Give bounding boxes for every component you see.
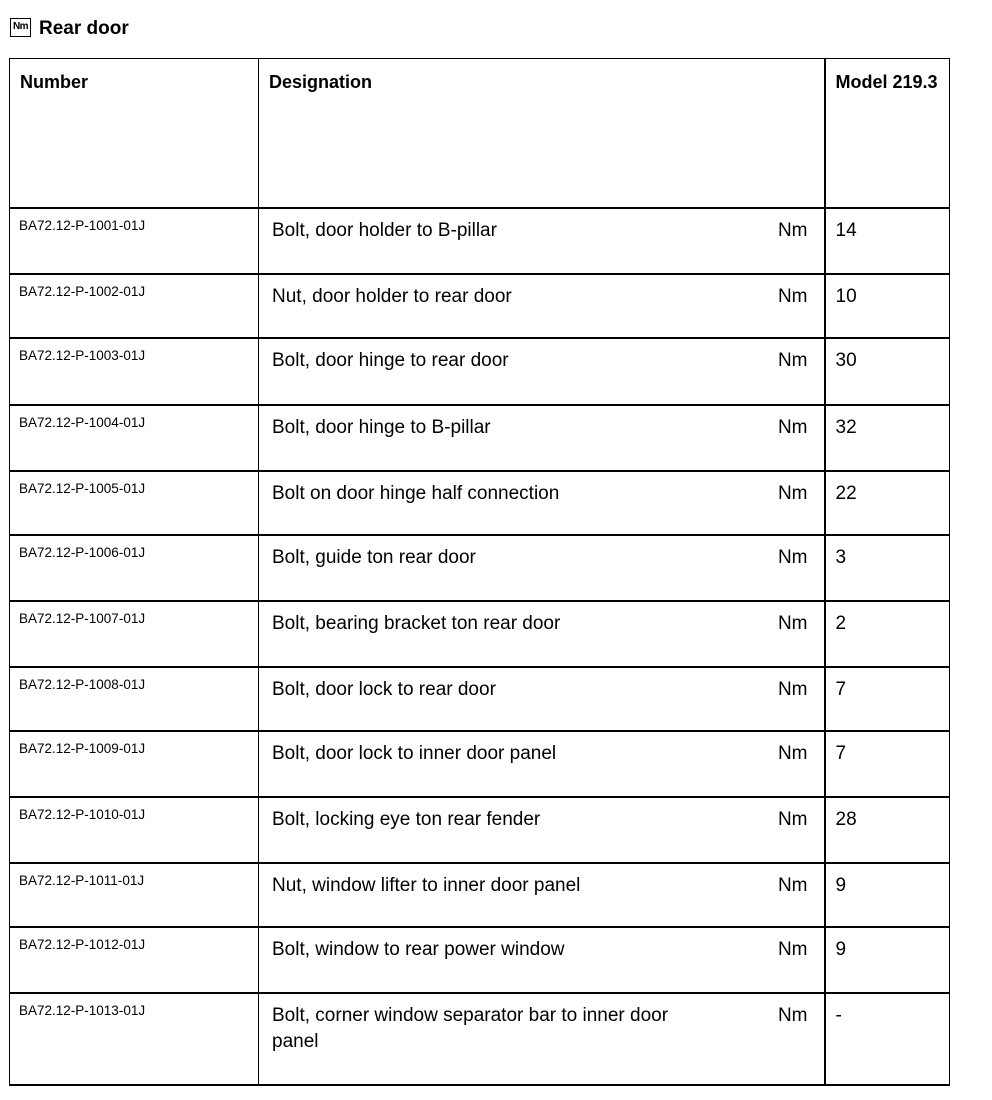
table-row — [10, 927, 950, 993]
designation-cell — [259, 471, 825, 535]
table-row — [10, 535, 950, 601]
unit-label: Nm — [777, 679, 808, 700]
designation-cell — [259, 863, 825, 927]
table-row — [10, 208, 950, 274]
table-row — [10, 471, 950, 535]
designation-cell — [259, 208, 825, 274]
torque-value: 2 — [825, 601, 950, 667]
designation-text: Bolt, corner window separator bar to inner door panel — [272, 1005, 669, 1052]
torque-value: 9 — [825, 863, 950, 927]
column-header-model: Model 219.3 — [825, 59, 950, 209]
designation-text: Bolt, guide ton rear door — [272, 547, 476, 568]
table-row — [10, 863, 950, 927]
designation-text: Bolt, window to rear power window — [272, 939, 565, 960]
torque-value: 14 — [825, 208, 950, 274]
unit-label: Nm — [777, 220, 808, 241]
designation-text: Bolt, door lock to inner door panel — [272, 743, 557, 764]
table-header-row — [10, 59, 950, 209]
table-row — [10, 601, 950, 667]
torque-value: 7 — [825, 667, 950, 731]
unit-label: Nm — [777, 547, 808, 568]
designation-cell — [259, 731, 825, 797]
designation-cell — [259, 601, 825, 667]
table-row — [10, 338, 950, 405]
table-row — [10, 993, 950, 1085]
column-header-designation: Designation — [259, 59, 825, 209]
torque-value: 22 — [825, 471, 950, 535]
torque-value: 32 — [825, 405, 950, 471]
designation-cell — [259, 927, 825, 993]
part-number: BA72.12-P-1005-01J — [10, 471, 259, 535]
designation-cell — [259, 797, 825, 863]
torque-value: 30 — [825, 338, 950, 405]
part-number: BA72.12-P-1009-01J — [10, 731, 259, 797]
designation-text: Bolt, door lock to rear door — [272, 679, 496, 700]
part-number: BA72.12-P-1013-01J — [10, 993, 259, 1085]
part-number: BA72.12-P-1006-01J — [10, 535, 259, 601]
page-header — [10, 15, 129, 39]
designation-cell — [259, 667, 825, 731]
designation-text: Nut, window lifter to inner door panel — [272, 875, 581, 896]
part-number: BA72.12-P-1011-01J — [10, 863, 259, 927]
table-body — [10, 208, 950, 1085]
table-row — [10, 797, 950, 863]
designation-cell — [259, 993, 825, 1085]
unit-label: Nm — [777, 483, 808, 504]
designation-text: Bolt on door hinge half connection — [272, 483, 560, 504]
table-row — [10, 731, 950, 797]
torque-value: 7 — [825, 731, 950, 797]
designation-text: Nut, door holder to rear door — [272, 286, 512, 307]
designation-text: Bolt, locking eye ton rear fender — [272, 809, 541, 830]
torque-spec-table — [9, 58, 950, 1086]
torque-value: 3 — [825, 535, 950, 601]
unit-label: Nm — [777, 286, 808, 307]
part-number: BA72.12-P-1004-01J — [10, 405, 259, 471]
unit-label: Nm — [777, 875, 808, 896]
designation-cell — [259, 338, 825, 405]
part-number: BA72.12-P-1010-01J — [10, 797, 259, 863]
part-number: BA72.12-P-1007-01J — [10, 601, 259, 667]
table-row — [10, 405, 950, 471]
unit-label: Nm — [777, 743, 808, 764]
designation-cell — [259, 274, 825, 338]
designation-cell — [259, 535, 825, 601]
torque-icon: Nm — [10, 18, 31, 37]
torque-value: 9 — [825, 927, 950, 993]
part-number: BA72.12-P-1002-01J — [10, 274, 259, 338]
torque-value: 10 — [825, 274, 950, 338]
designation-text: Bolt, door hinge to B-pillar — [272, 417, 491, 438]
part-number: BA72.12-P-1001-01J — [10, 208, 259, 274]
designation-text: Bolt, door hinge to rear door — [272, 350, 509, 371]
part-number: BA72.12-P-1008-01J — [10, 667, 259, 731]
table-row — [10, 667, 950, 731]
unit-label: Nm — [777, 809, 808, 830]
part-number: BA72.12-P-1003-01J — [10, 338, 259, 405]
unit-label: Nm — [777, 613, 808, 634]
designation-cell — [259, 405, 825, 471]
unit-label: Nm — [777, 350, 808, 371]
page-title: Rear door — [39, 18, 129, 39]
unit-label: Nm — [777, 1005, 808, 1026]
unit-label: Nm — [777, 417, 808, 438]
part-number: BA72.12-P-1012-01J — [10, 927, 259, 993]
torque-value: 28 — [825, 797, 950, 863]
column-header-number: Number — [10, 59, 259, 209]
table-row — [10, 274, 950, 338]
unit-label: Nm — [777, 939, 808, 960]
designation-text: Bolt, bearing bracket ton rear door — [272, 613, 561, 634]
designation-text: Bolt, door holder to B-pillar — [272, 220, 497, 241]
torque-value: - — [825, 993, 950, 1085]
